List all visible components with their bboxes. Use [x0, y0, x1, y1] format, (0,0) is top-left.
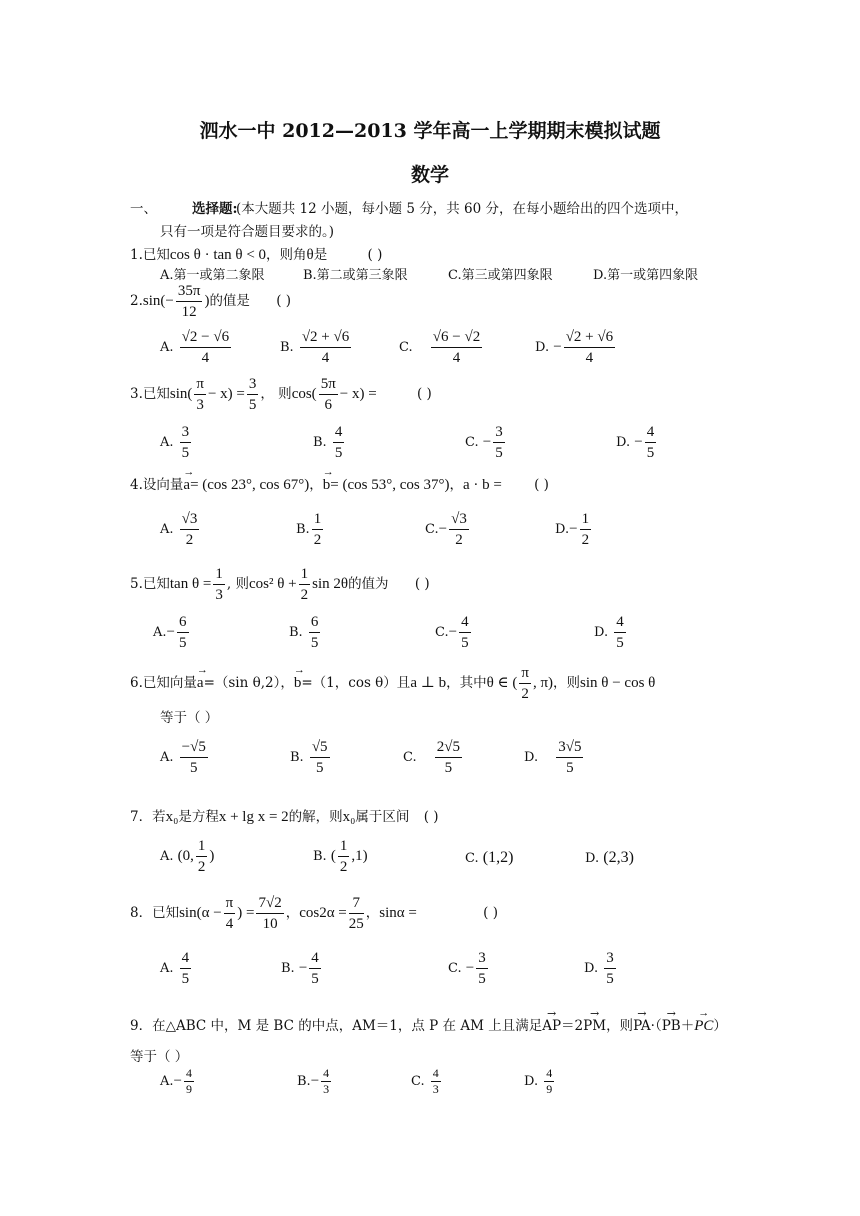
q4-b-label: B.	[296, 522, 310, 537]
q9-a-frac	[184, 1066, 194, 1097]
q8-d-frac	[604, 948, 616, 989]
q3-b-num: 4	[333, 422, 345, 443]
q5-d1: 3	[215, 587, 223, 603]
q2-close: )	[204, 293, 210, 309]
q9-vec-pa: PA →	[633, 1018, 651, 1034]
q9-line2: 等于（ ）	[130, 1049, 189, 1065]
question-2	[130, 281, 291, 322]
q5-c-label: C.	[435, 625, 449, 640]
q3-mid: ， 则	[260, 386, 292, 402]
q3-t1: − x) =	[207, 386, 245, 402]
q5-d2: 2	[300, 587, 309, 603]
q1-expr: cos θ · tan θ < 0	[169, 247, 267, 263]
q2-a-frac	[180, 327, 231, 368]
q5-c-sign: −	[448, 624, 458, 640]
q2-d-label: D.	[535, 340, 550, 355]
q5-t2: , 则	[226, 576, 249, 592]
q3-c-num: 3	[493, 422, 505, 443]
q4-option-b[interactable]	[296, 509, 325, 550]
q6-expr: sin θ − cos θ	[580, 675, 656, 691]
q9-vec-ap: AP →	[542, 1018, 561, 1034]
q7-d-val: (2,3)	[603, 849, 634, 866]
q6-aval: =（sin θ,2）	[203, 675, 281, 691]
q8-c-den: 5	[478, 971, 486, 987]
q9-c-num: 4	[432, 1066, 439, 1080]
q8-option-c[interactable]	[448, 948, 490, 989]
q2-d-num: √2 + √6	[564, 327, 615, 348]
q9-vec-pc: PC →	[694, 1018, 713, 1035]
q2-option-b[interactable]	[280, 327, 353, 368]
q2-num: 35π	[176, 281, 203, 302]
q8-frac2	[256, 893, 283, 934]
q5-d-frac	[614, 612, 626, 653]
q9-mid: ，则	[606, 1018, 634, 1034]
q7-option-a[interactable]	[160, 836, 214, 877]
subject-title: 数学	[410, 164, 449, 186]
question-9	[130, 1014, 727, 1035]
q5-b-den: 5	[310, 635, 319, 651]
q9-a-sign: −	[173, 1073, 182, 1089]
q9-option-d[interactable]	[524, 1066, 556, 1097]
q3-a-frac	[180, 422, 192, 463]
q8-b-num: 4	[309, 948, 321, 969]
q5-b-num: 6	[309, 612, 321, 633]
q8-a-den: 5	[181, 971, 190, 987]
q9-a-den: 9	[186, 1082, 192, 1096]
q5-t4: sin 2θ	[312, 576, 349, 592]
q9-dot: ·（	[650, 1018, 662, 1034]
q6-b-label: B.	[290, 750, 304, 765]
q3-b-den: 5	[334, 445, 343, 461]
q5-b-frac	[309, 612, 321, 653]
q6-bval: =（1，cos θ）且	[301, 675, 411, 691]
q4-a-frac	[180, 509, 200, 550]
q3-d1: 3	[196, 397, 204, 413]
q2-option-a[interactable]	[160, 327, 233, 368]
q6-sep: ，	[280, 675, 294, 691]
q7-prefix: 7．若	[130, 809, 166, 825]
q2-c-num: √6 − √2	[431, 327, 482, 348]
q7-c-label: C.	[465, 851, 479, 866]
q6-b-frac	[310, 737, 330, 778]
q8-b-frac	[309, 948, 321, 989]
q4-sep2: ，	[449, 477, 463, 493]
q9-eq: ＝2	[561, 1018, 584, 1034]
q4-b-num: 1	[312, 509, 324, 530]
q2-option-d[interactable]: D. − $\frac{√2 + √6}{4}$	[535, 329, 614, 366]
q8-option-d[interactable]	[584, 948, 618, 989]
q2-a-label: A.	[160, 340, 174, 355]
q1-option-c[interactable]: C.第三或第四象限	[448, 268, 553, 283]
q6-range2: , π)	[532, 675, 554, 691]
q7-mid2: 的解，则	[288, 809, 343, 825]
q5-n2: 1	[299, 564, 311, 585]
q4-option-a[interactable]	[160, 509, 201, 550]
q3-c-den: 5	[495, 445, 503, 461]
q8-d-num: 3	[604, 948, 616, 969]
q8-b-den: 5	[311, 971, 319, 987]
q6-a-num: −√5	[180, 737, 208, 758]
q7-a-label: A.	[160, 849, 174, 864]
q5-frac1	[213, 564, 225, 605]
q6-perp: a ⊥ b	[410, 675, 447, 691]
q4-d-label: D.	[555, 522, 570, 537]
q1-blank: ( )	[367, 247, 383, 263]
q3-option-d[interactable]	[616, 422, 658, 463]
q4-dot: a · b =	[462, 477, 502, 493]
q4-vec-b: b →	[323, 477, 331, 494]
q2-d-frac	[564, 327, 615, 368]
q6-line2: 等于（ ）	[160, 710, 219, 726]
q4-b-den: 2	[313, 532, 322, 548]
q2-b-den: 4	[321, 350, 330, 366]
q7-b-frac	[338, 836, 350, 877]
q8-d-den: 5	[606, 971, 614, 987]
q6-c-label: C.	[403, 750, 417, 765]
q5-n1: 1	[213, 564, 225, 585]
q1-option-b[interactable]: B.第二或第三象限	[303, 268, 408, 283]
q8-n1: π	[224, 893, 236, 914]
q8-option-a[interactable]	[160, 948, 193, 989]
q6-option-d[interactable]	[524, 737, 585, 778]
question-3	[130, 374, 432, 415]
q6-b-num: √5	[310, 737, 330, 758]
q2-den: 12	[181, 304, 197, 320]
q5-option-d[interactable]	[594, 612, 628, 653]
q3-c-frac	[493, 422, 505, 463]
q4-c-label: C.	[425, 522, 439, 537]
q7-a-close: )	[209, 848, 215, 864]
q6-mid: ，其中	[446, 675, 487, 691]
q3-b-label: B.	[313, 435, 327, 450]
q5-t3: cos² θ +	[248, 576, 297, 592]
q8-c-frac	[476, 948, 488, 989]
q5-b-label: B.	[289, 625, 303, 640]
q2-fn: sin(−	[142, 293, 174, 309]
q9-b-frac	[321, 1066, 331, 1097]
q3-a-label: A.	[160, 435, 174, 450]
q8-blank: ( )	[483, 905, 498, 921]
q3-option-b[interactable]	[313, 422, 346, 463]
q6-d-label: D.	[524, 750, 539, 765]
q9-a-num: 4	[186, 1066, 192, 1080]
q8-d3: 25	[348, 916, 364, 932]
q8-c-num: 3	[476, 948, 488, 969]
question-7	[130, 805, 439, 826]
q4-d-frac	[580, 509, 592, 550]
q4-c-sign: −	[438, 521, 448, 537]
q8-t4: sinα =	[379, 905, 417, 921]
q4-c-den: 2	[455, 532, 463, 548]
section-desc-line2: 只有一项是符合题目要求的。)	[160, 224, 335, 240]
q9-option-c[interactable]	[411, 1066, 443, 1097]
q3-frac2	[247, 374, 259, 415]
q8-c-sign: −	[465, 960, 475, 976]
q4-a-num: √3	[180, 509, 200, 530]
q5-d-label: D.	[594, 625, 609, 640]
q6-a-frac	[180, 737, 208, 778]
q5-suffix: 的值为	[348, 576, 389, 592]
q7-x0: x₀	[165, 809, 179, 825]
q1-mid: ，则角	[266, 247, 307, 263]
q7-b-open: (	[330, 848, 336, 864]
q2-c-label: C.	[399, 340, 413, 355]
q1-var: θ	[306, 247, 314, 263]
q6-c-frac	[435, 737, 462, 778]
q3-fn2: cos(	[291, 386, 317, 402]
q4-c-frac	[449, 509, 469, 550]
q4-d-sign: −	[569, 521, 578, 537]
q6-b-den: 5	[315, 760, 324, 776]
q3-a-num: 3	[180, 422, 192, 443]
question-8	[130, 893, 498, 934]
q6-d-den: 5	[566, 760, 574, 776]
q4-sep: ，	[309, 477, 323, 493]
q3-t2: − x) =	[339, 386, 377, 402]
q5-a-den: 5	[179, 635, 187, 651]
q6-a-den: 5	[190, 760, 198, 776]
q3-d-num: 4	[645, 422, 657, 443]
q4-a-den: 2	[185, 532, 194, 548]
q6-option-a[interactable]	[160, 737, 210, 778]
q7-suffix: 属于区间	[355, 809, 410, 825]
q9-b-num: 4	[323, 1066, 330, 1080]
q8-d1: 4	[225, 916, 234, 932]
q6-c-num: 2√5	[435, 737, 462, 758]
q9-vec-pm: PM →	[583, 1018, 606, 1034]
q6-d-frac	[556, 737, 583, 778]
q7-option-c[interactable]	[465, 849, 513, 867]
q4-vec-a: a →	[183, 477, 190, 494]
q4-option-d[interactable]	[555, 509, 593, 550]
q3-prefix: 3.已知	[130, 386, 170, 402]
q2-prefix: 2.	[130, 293, 143, 309]
q3-fn1: sin(	[169, 386, 193, 402]
q3-n1: π	[194, 374, 206, 395]
q7-b-close: ,1)	[351, 848, 368, 864]
q5-d-num: 4	[614, 612, 626, 633]
q1-prefix: 1.已知	[130, 247, 170, 263]
q7-x0b: x₀	[342, 809, 356, 825]
q8-a-frac	[180, 948, 192, 989]
q7-option-b[interactable]	[313, 836, 368, 877]
q3-option-a[interactable]	[160, 422, 193, 463]
q7-a-open: (0,	[177, 848, 194, 864]
q9-c-den: 3	[432, 1082, 439, 1096]
q9-text: 9．在△ABC 中，M 是 BC 的中点，AM＝1，点 P 在 AM 上且满足	[130, 1018, 543, 1034]
q2-option-c[interactable]	[399, 327, 484, 368]
q6-option-b[interactable]	[290, 737, 332, 778]
q8-b-label: B.	[281, 961, 295, 976]
q9-c-label: C.	[411, 1074, 425, 1089]
q9-close: ）	[713, 1018, 727, 1034]
q4-d-num: 1	[580, 509, 592, 530]
q9-c-frac	[431, 1066, 441, 1097]
q7-eq: x + lg x = 2	[218, 809, 289, 825]
q5-prefix: 5.已知	[130, 576, 170, 592]
q8-frac3	[349, 893, 364, 934]
q6-range1: θ ∈ (	[486, 675, 518, 691]
q5-a-frac	[177, 612, 189, 653]
q8-option-b[interactable]	[281, 948, 323, 989]
section-desc-line1: (本大题共 12 小题，每小题 5 分，共 60 分，在每小题给出的四个选项中，	[236, 201, 688, 217]
q4-aval: = (cos 23°, cos 67°)	[190, 477, 310, 493]
q9-d-frac	[544, 1066, 554, 1097]
q8-c-label: C.	[448, 961, 462, 976]
q4-option-c[interactable]	[425, 509, 471, 550]
q5-a-sign: −	[166, 624, 175, 640]
q3-c-sign: −	[482, 434, 492, 450]
q1-suffix: 是	[313, 247, 328, 263]
q7-a-den: 2	[197, 859, 206, 875]
q2-fraction	[176, 281, 203, 322]
q6-c-den: 5	[444, 760, 453, 776]
q8-b-sign: −	[298, 960, 308, 976]
section-label: 选择题:	[192, 201, 238, 217]
q6-frac	[519, 663, 531, 704]
q3-n3: 5π	[319, 374, 338, 395]
q9-d-label: D.	[524, 1074, 539, 1089]
q4-a-label: A.	[160, 522, 174, 537]
q3-frac1	[194, 374, 206, 415]
q2-b-label: B.	[280, 340, 294, 355]
q6-n: π	[519, 663, 531, 684]
q6-prefix: 6.已知向量	[130, 675, 197, 691]
q4-c-num: √3	[449, 509, 469, 530]
q9-d-num: 4	[546, 1066, 553, 1080]
q7-c-val: (1,2)	[482, 849, 514, 866]
question-5	[130, 564, 430, 605]
q2-blank: ( )	[276, 293, 292, 309]
q3-blank: ( )	[416, 386, 432, 402]
q2-a-num: √2 − √6	[180, 327, 231, 348]
question-4	[130, 473, 549, 494]
question-1	[130, 243, 382, 264]
q7-d-label: D.	[585, 851, 600, 866]
q7-blank: ( )	[423, 809, 439, 825]
q5-a-label: A.	[153, 625, 167, 640]
q6-d: 2	[521, 686, 529, 702]
q5-blank: ( )	[414, 576, 430, 592]
q7-b-label: B.	[313, 849, 327, 864]
q7-option-d[interactable]	[585, 849, 634, 867]
q4-b-frac	[312, 509, 324, 550]
q5-option-a[interactable]	[153, 612, 191, 653]
q6-mid2: ，则	[553, 675, 581, 691]
q4-bval: = (cos 53°, cos 37°)	[330, 477, 450, 493]
q4-d-den: 2	[581, 532, 590, 548]
q8-sep2: ，	[365, 905, 380, 921]
q5-c-den: 5	[461, 635, 469, 651]
q9-plus: ＋	[680, 1018, 695, 1034]
q7-a-frac	[196, 836, 208, 877]
q2-b-frac	[300, 327, 351, 368]
q8-sep: ，	[285, 905, 300, 921]
q3-n2: 3	[247, 374, 259, 395]
q5-option-b[interactable]	[289, 612, 322, 653]
q9-option-b[interactable]	[297, 1066, 333, 1097]
q3-d-den: 5	[646, 445, 655, 461]
q6-option-c[interactable]	[403, 737, 464, 778]
q3-c-label: C.	[465, 435, 479, 450]
q9-b-den: 3	[323, 1082, 330, 1096]
q2-c-frac	[431, 327, 482, 368]
q3-d3: 6	[324, 397, 332, 413]
q5-c-frac	[459, 612, 471, 653]
q3-a-den: 5	[181, 445, 190, 461]
q8-d2: 10	[262, 916, 278, 932]
q8-a-label: A.	[160, 961, 174, 976]
q5-c-num: 4	[459, 612, 471, 633]
q6-vec-a: a →	[197, 675, 204, 692]
q8-t1: sin(α −	[179, 905, 222, 921]
q3-frac3	[319, 374, 338, 415]
q3-option-c[interactable]	[465, 422, 507, 463]
q1-option-d[interactable]: D.第一或第四象限	[593, 268, 699, 283]
q9-option-a[interactable]	[160, 1066, 196, 1097]
q5-a-num: 6	[177, 612, 189, 633]
q7-b-num: 1	[338, 836, 350, 857]
q8-prefix: 8．已知	[130, 905, 180, 921]
q5-t1: tan θ =	[169, 576, 212, 592]
q8-n3: 7	[349, 893, 364, 914]
q1-option-a[interactable]: A.第一或第二象限	[160, 268, 265, 283]
q3-d-sign: −	[634, 434, 643, 450]
q7-b-den: 2	[339, 859, 348, 875]
q3-b-frac	[333, 422, 345, 463]
q8-t3: cos2α =	[299, 905, 347, 921]
q9-d-den: 9	[546, 1082, 553, 1096]
q8-d-label: D.	[584, 961, 599, 976]
q4-blank: ( )	[534, 477, 549, 493]
q5-d-den: 5	[616, 635, 624, 651]
q9-vec-pb: PB →	[662, 1018, 681, 1034]
q8-t2: ) =	[237, 905, 255, 921]
q2-d-den: 4	[585, 350, 594, 366]
q9-b-sign: −	[310, 1073, 320, 1089]
q8-n2: 7√2	[256, 893, 283, 914]
question-6	[130, 663, 655, 704]
q6-a-label: A.	[160, 750, 174, 765]
q2-suffix: 的值是	[209, 293, 250, 309]
q3-d-frac	[645, 422, 657, 463]
q9-a-label: A.	[160, 1074, 174, 1089]
q8-a-num: 4	[180, 948, 192, 969]
exam-title: 泗水一中 2012—2013 学年高一上学期期末模拟试题	[199, 120, 661, 142]
q6-vec-b: b →	[294, 675, 302, 692]
q6-d-num: 3√5	[556, 737, 583, 758]
q8-frac1	[224, 893, 236, 934]
q3-d-label: D.	[616, 435, 631, 450]
section-number: 一、	[130, 201, 157, 217]
q7-mid: 是方程	[178, 809, 219, 825]
q2-c-den: 4	[452, 350, 461, 366]
q9-b-label: B.	[297, 1074, 311, 1089]
q2-b-num: √2 + √6	[300, 327, 351, 348]
q4-prefix: 4.设向量	[130, 477, 184, 493]
q3-d2: 5	[248, 397, 257, 413]
q2-a-den: 4	[201, 350, 210, 366]
q5-frac2	[299, 564, 311, 605]
q7-a-num: 1	[196, 836, 208, 857]
q5-option-c[interactable]	[435, 612, 473, 653]
